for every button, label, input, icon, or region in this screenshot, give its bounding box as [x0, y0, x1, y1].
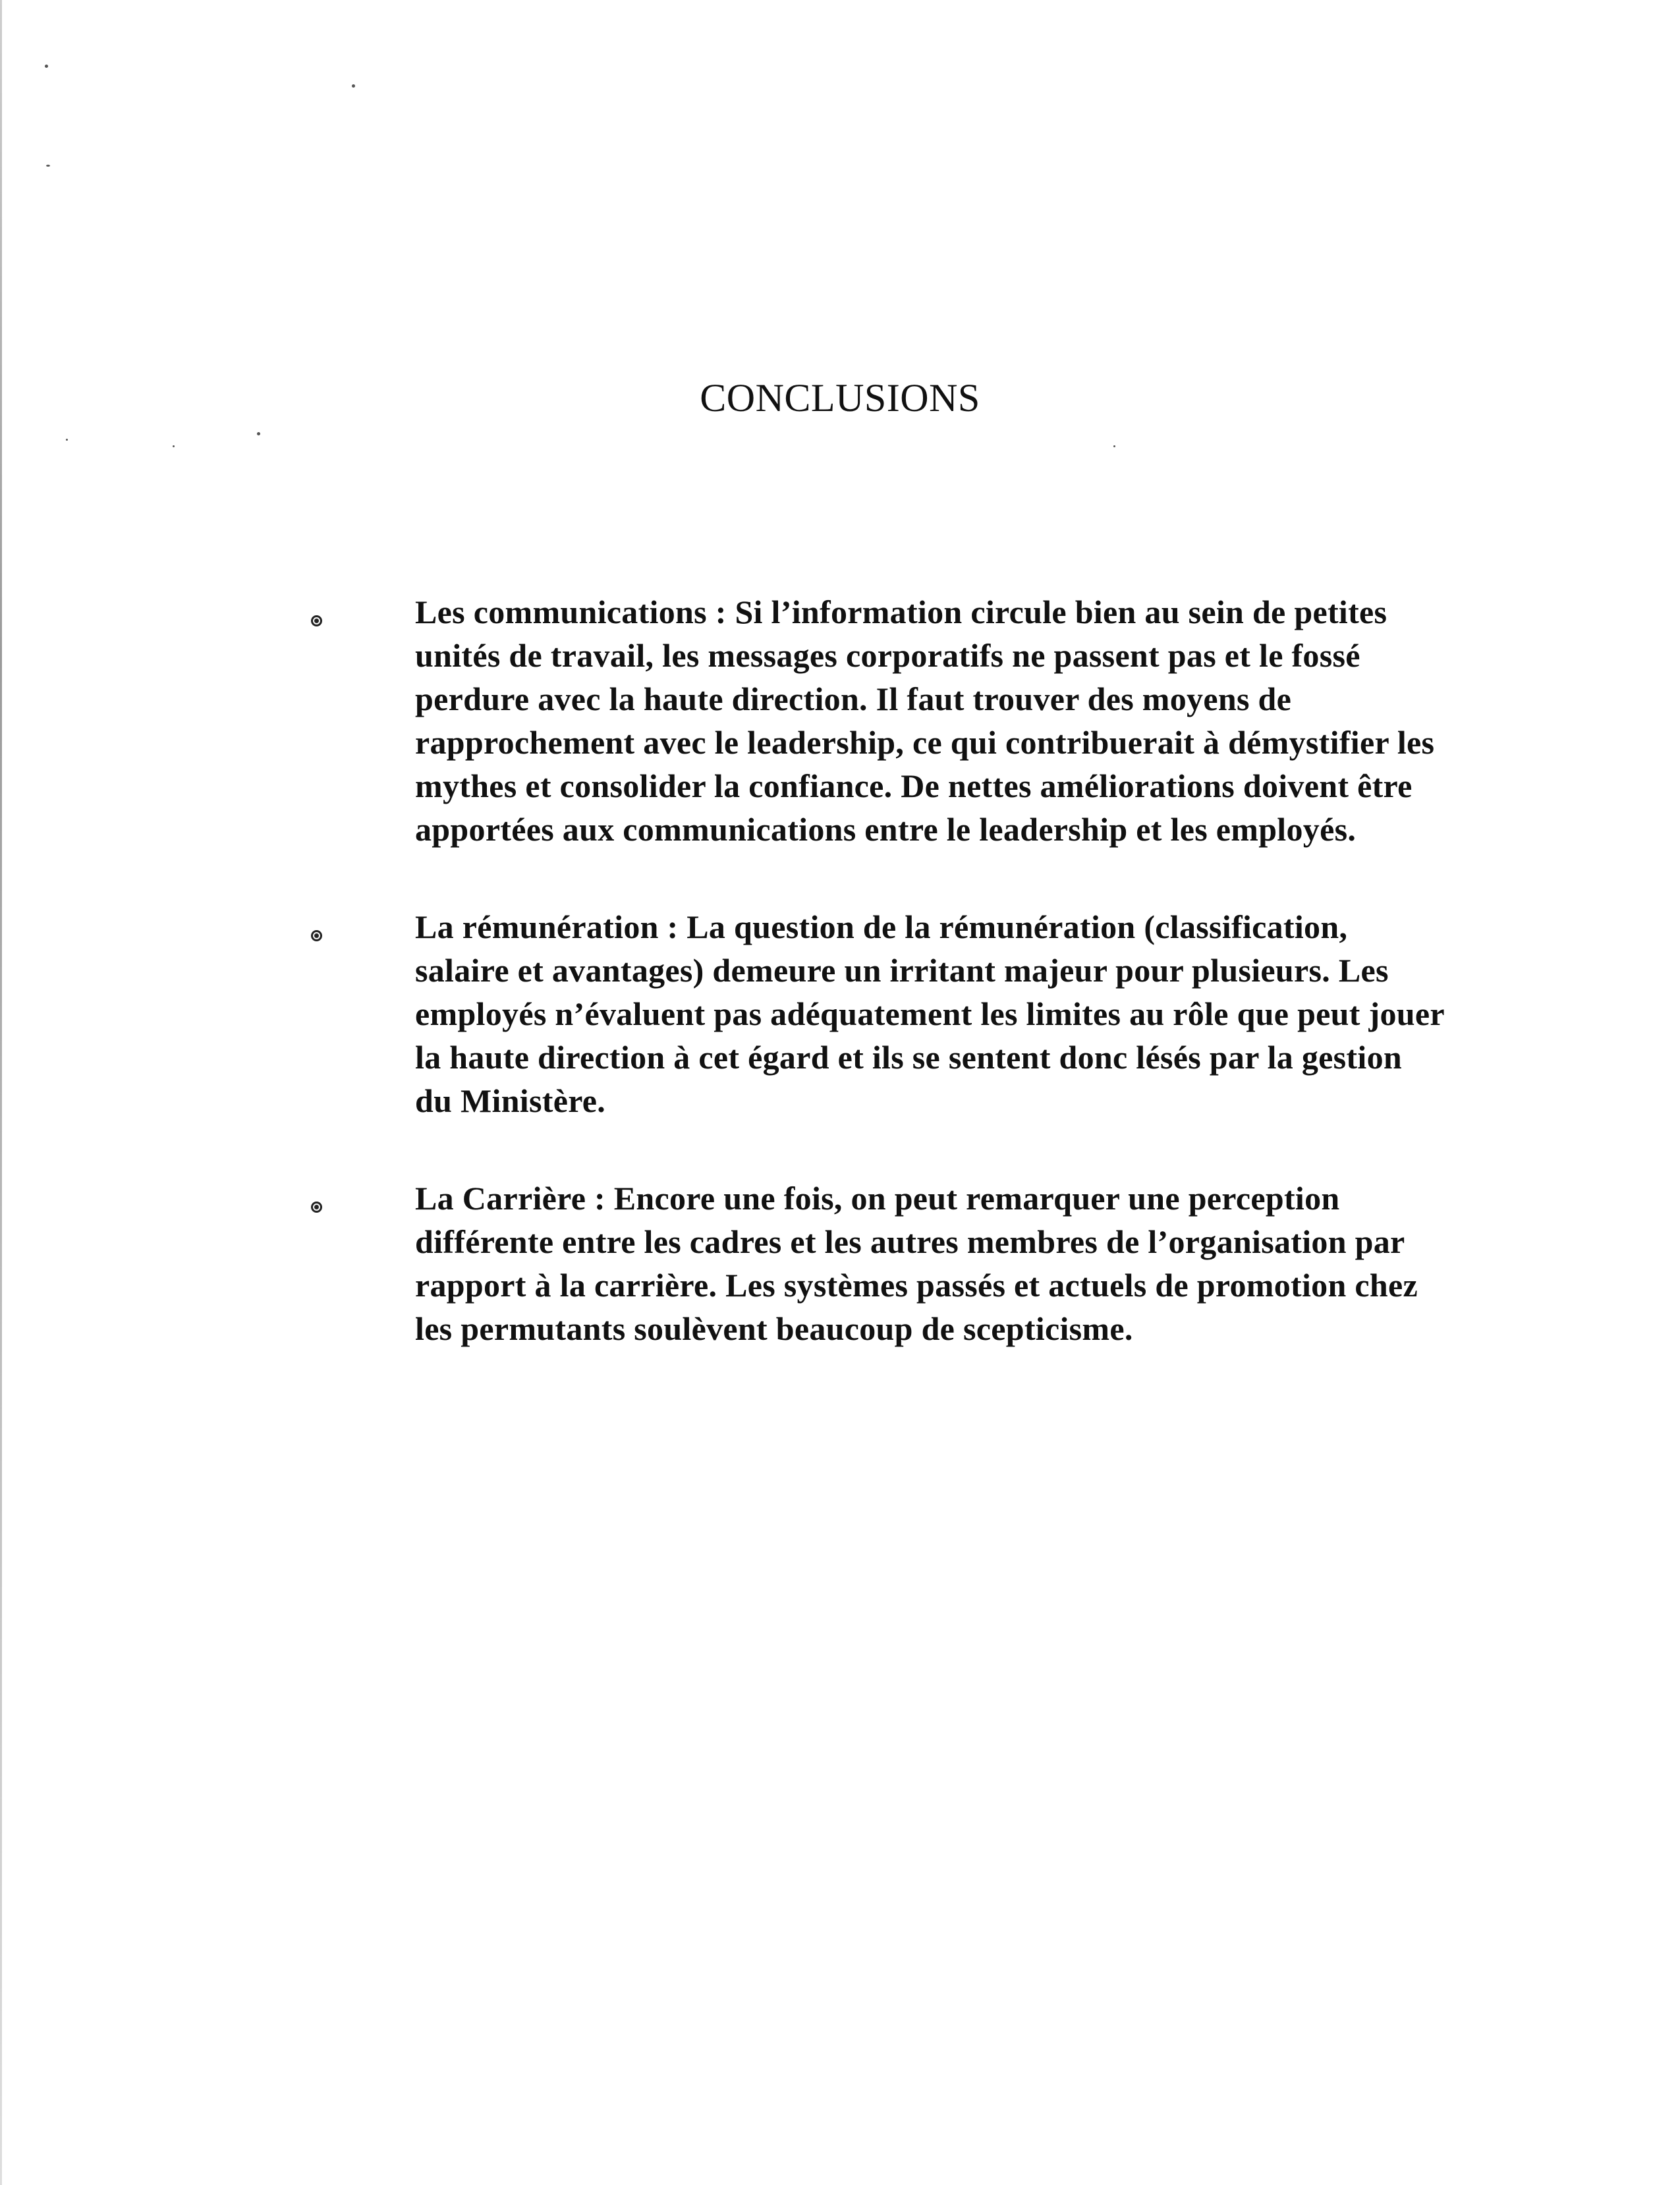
scan-speck [66, 439, 68, 441]
list-item-text: La rémunération : La question de la rémunération (classification, salaire et avantages) demeure un irritant majeur pour plusieurs. Les employés n’évaluent pas adéquatement les limites au rôle que peut jouer la haute direction à cet égard et ils se sentent donc lésés par la gestion du Ministère. [415, 908, 1445, 1119]
scan-speck [173, 445, 175, 447]
conclusions-list [311, 590, 1523, 1404]
scan-speck [257, 432, 260, 435]
scan-speck [45, 65, 48, 68]
scan-speck [352, 84, 355, 88]
page-title: CONCLUSIONS [700, 376, 980, 420]
list-item-remuneration [311, 905, 1523, 1122]
bullet-icon [311, 615, 322, 626]
list-item-text: La Carrière : Encore une fois, on peut remarquer une perception différente entre les cadres et les autres membres de l’organisation par rapport à la carrière. Les systèmes passés et actuels de promotion chez les permutants soulèvent beaucoup de scepticisme. [415, 1180, 1418, 1347]
scan-speck [46, 165, 50, 167]
scan-edge [0, 0, 2, 2185]
list-item-text: Les communications : Si l’information circule bien au sein de petites unités de travail, les messages corporatifs ne passent pas et le fossé perdure avec la haute direction. Il faut trouver des moyens de rapprochement avec le leadership, ce qui contribuerait à démystifier les mythes et consolider la confiance. De nettes améliorations doivent être apportées aux communications entre le leadership et les employés. [415, 594, 1435, 848]
bullet-icon [311, 930, 322, 941]
bullet-icon [311, 1202, 322, 1213]
scan-speck [1113, 445, 1115, 447]
list-item-communications [311, 590, 1523, 851]
list-item-carriere [311, 1176, 1523, 1350]
